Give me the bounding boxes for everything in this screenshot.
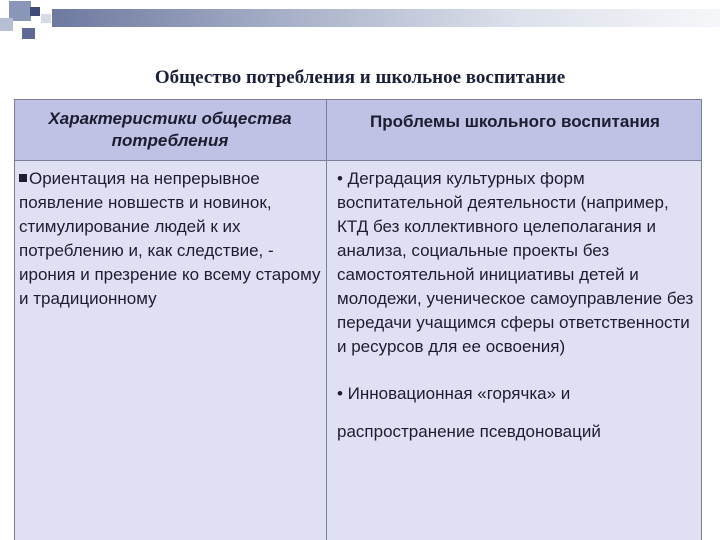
decor-square: [41, 14, 51, 23]
header-cell-school: Проблемы школьного воспитания: [370, 112, 660, 131]
table-body-row: [15, 161, 701, 540]
body-cell-society: [19, 167, 321, 311]
square-bullet-icon: [19, 174, 27, 182]
column-divider: [326, 99, 327, 540]
body-cell-school: [337, 167, 695, 451]
decor-square: [30, 7, 40, 16]
page-title: Общество потребления и школьное воспитание: [154, 67, 566, 88]
comparison-table: [14, 99, 702, 540]
decor-square: [22, 28, 35, 39]
school-problem-1: • Деградация культурных форм воспитательной деятельности (например, КТД без коллективного целеполагания и анализа, социальные проекты без самостоятельной инициативы детей и молодежи, ученическое самоуправление без передачи учащимся сферы ответственности и ресурсов для ее освоения): [337, 169, 694, 356]
table-header-row: [15, 99, 701, 161]
decor-square: [0, 18, 13, 31]
school-problem-2: • Инновационная «горячка» и распространение псевдоноваций: [337, 384, 601, 441]
decor-gradient-bar: [52, 9, 720, 27]
society-text: Ориентация на непрерывное появление новшеств и новинок, стимулирование людей к их потреблению и, как следствие, - ирония и презрение ко всему старому и традиционному: [19, 169, 321, 308]
header-cell-society: Характеристики общества потребления: [48, 109, 292, 150]
